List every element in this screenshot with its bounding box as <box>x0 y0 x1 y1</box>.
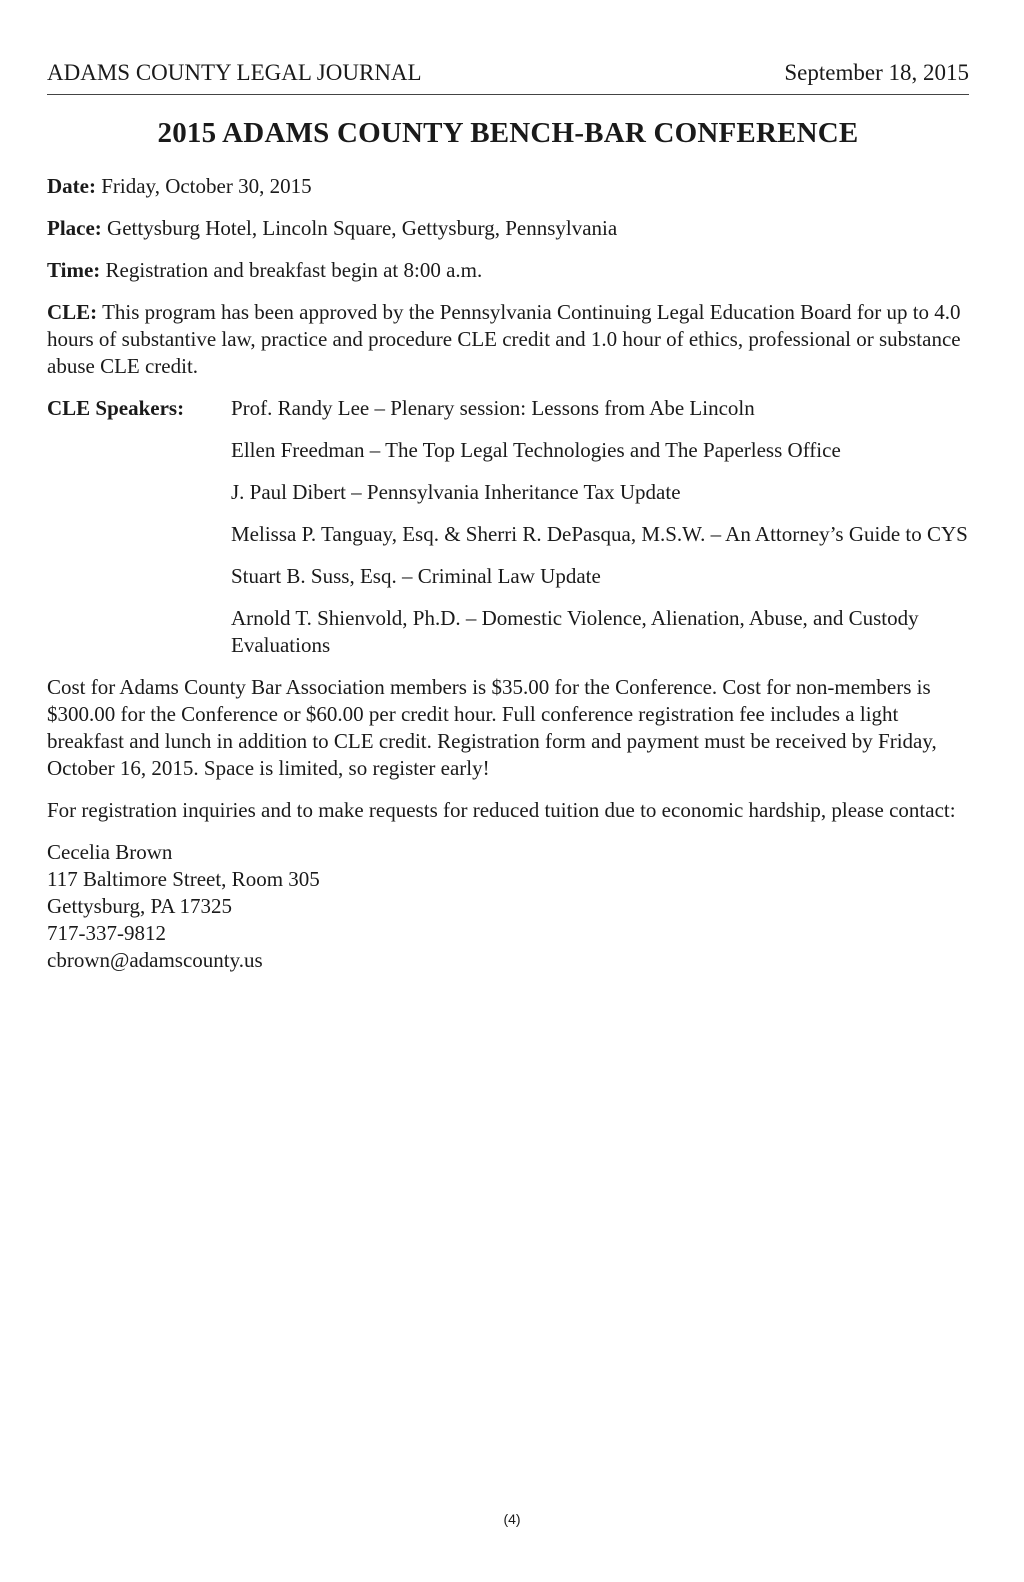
article-body <box>47 173 969 974</box>
document-page <box>47 58 969 974</box>
place-label: Place: <box>47 216 102 240</box>
date-label: Date: <box>47 174 96 198</box>
cle-speakers <box>47 395 969 659</box>
contact-phone: 717-337-9812 <box>47 921 166 945</box>
contact-email: cbrown@adamscounty.us <box>47 948 263 972</box>
speakers-list <box>231 395 969 659</box>
speaker-item: Prof. Randy Lee – Plenary session: Lessons from Abe Lincoln <box>231 396 755 420</box>
contact-block <box>47 839 969 974</box>
cost-paragraph: Cost for Adams County Bar Association members is $35.00 for the Conference. Cost for non-members is $300.00 for the Conference or $60.00 per credit hour. Full conference registration fee includes a light breakfast and lunch in addition to CLE credit. Registration form and payment must be received by Friday, October 16, 2015. Space is limited, so register early! <box>47 675 937 780</box>
date-field <box>47 173 969 200</box>
speaker-item: Arnold T. Shienvold, Ph.D. – Domestic Violence, Alienation, Abuse, and Custody Evaluations <box>231 606 919 657</box>
speaker-item: J. Paul Dibert – Pennsylvania Inheritance Tax Update <box>231 480 681 504</box>
page-number: (4) <box>503 1511 521 1527</box>
speaker-item: Stuart B. Suss, Esq. – Criminal Law Update <box>231 564 601 588</box>
speakers-label: CLE Speakers: <box>47 396 185 420</box>
time-label: Time: <box>47 258 101 282</box>
date-value: Friday, October 30, 2015 <box>101 174 312 198</box>
journal-name: ADAMS COUNTY LEGAL JOURNAL <box>47 60 422 85</box>
contact-address-line2: Gettysburg, PA 17325 <box>47 894 232 918</box>
inquiry-paragraph: For registration inquiries and to make requests for reduced tuition due to economic hardship, please contact: <box>47 798 956 822</box>
cle-field <box>47 299 969 380</box>
cle-value: This program has been approved by the Pennsylvania Continuing Legal Education Board for up to 4.0 hours of substantive law, practice and procedure CLE credit and 1.0 hour of ethics, professional or substance abuse CLE credit. <box>47 300 961 378</box>
contact-name: Cecelia Brown <box>47 840 173 864</box>
speaker-item: Ellen Freedman – The Top Legal Technologies and The Paperless Office <box>231 438 841 462</box>
time-value: Registration and breakfast begin at 8:00 a.m. <box>105 258 483 282</box>
contact-address-line1: 117 Baltimore Street, Room 305 <box>47 867 320 891</box>
issue-date: September 18, 2015 <box>784 60 969 85</box>
place-value: Gettysburg Hotel, Lincoln Square, Gettysburg, Pennsylvania <box>107 216 618 240</box>
page-title: 2015 ADAMS COUNTY BENCH-BAR CONFERENCE <box>157 117 859 149</box>
cle-label: CLE: <box>47 300 98 324</box>
journal-header <box>47 58 969 95</box>
time-field <box>47 257 969 284</box>
place-field <box>47 215 969 242</box>
speaker-item: Melissa P. Tanguay, Esq. & Sherri R. DePasqua, M.S.W. – An Attorney’s Guide to CYS <box>231 522 968 546</box>
